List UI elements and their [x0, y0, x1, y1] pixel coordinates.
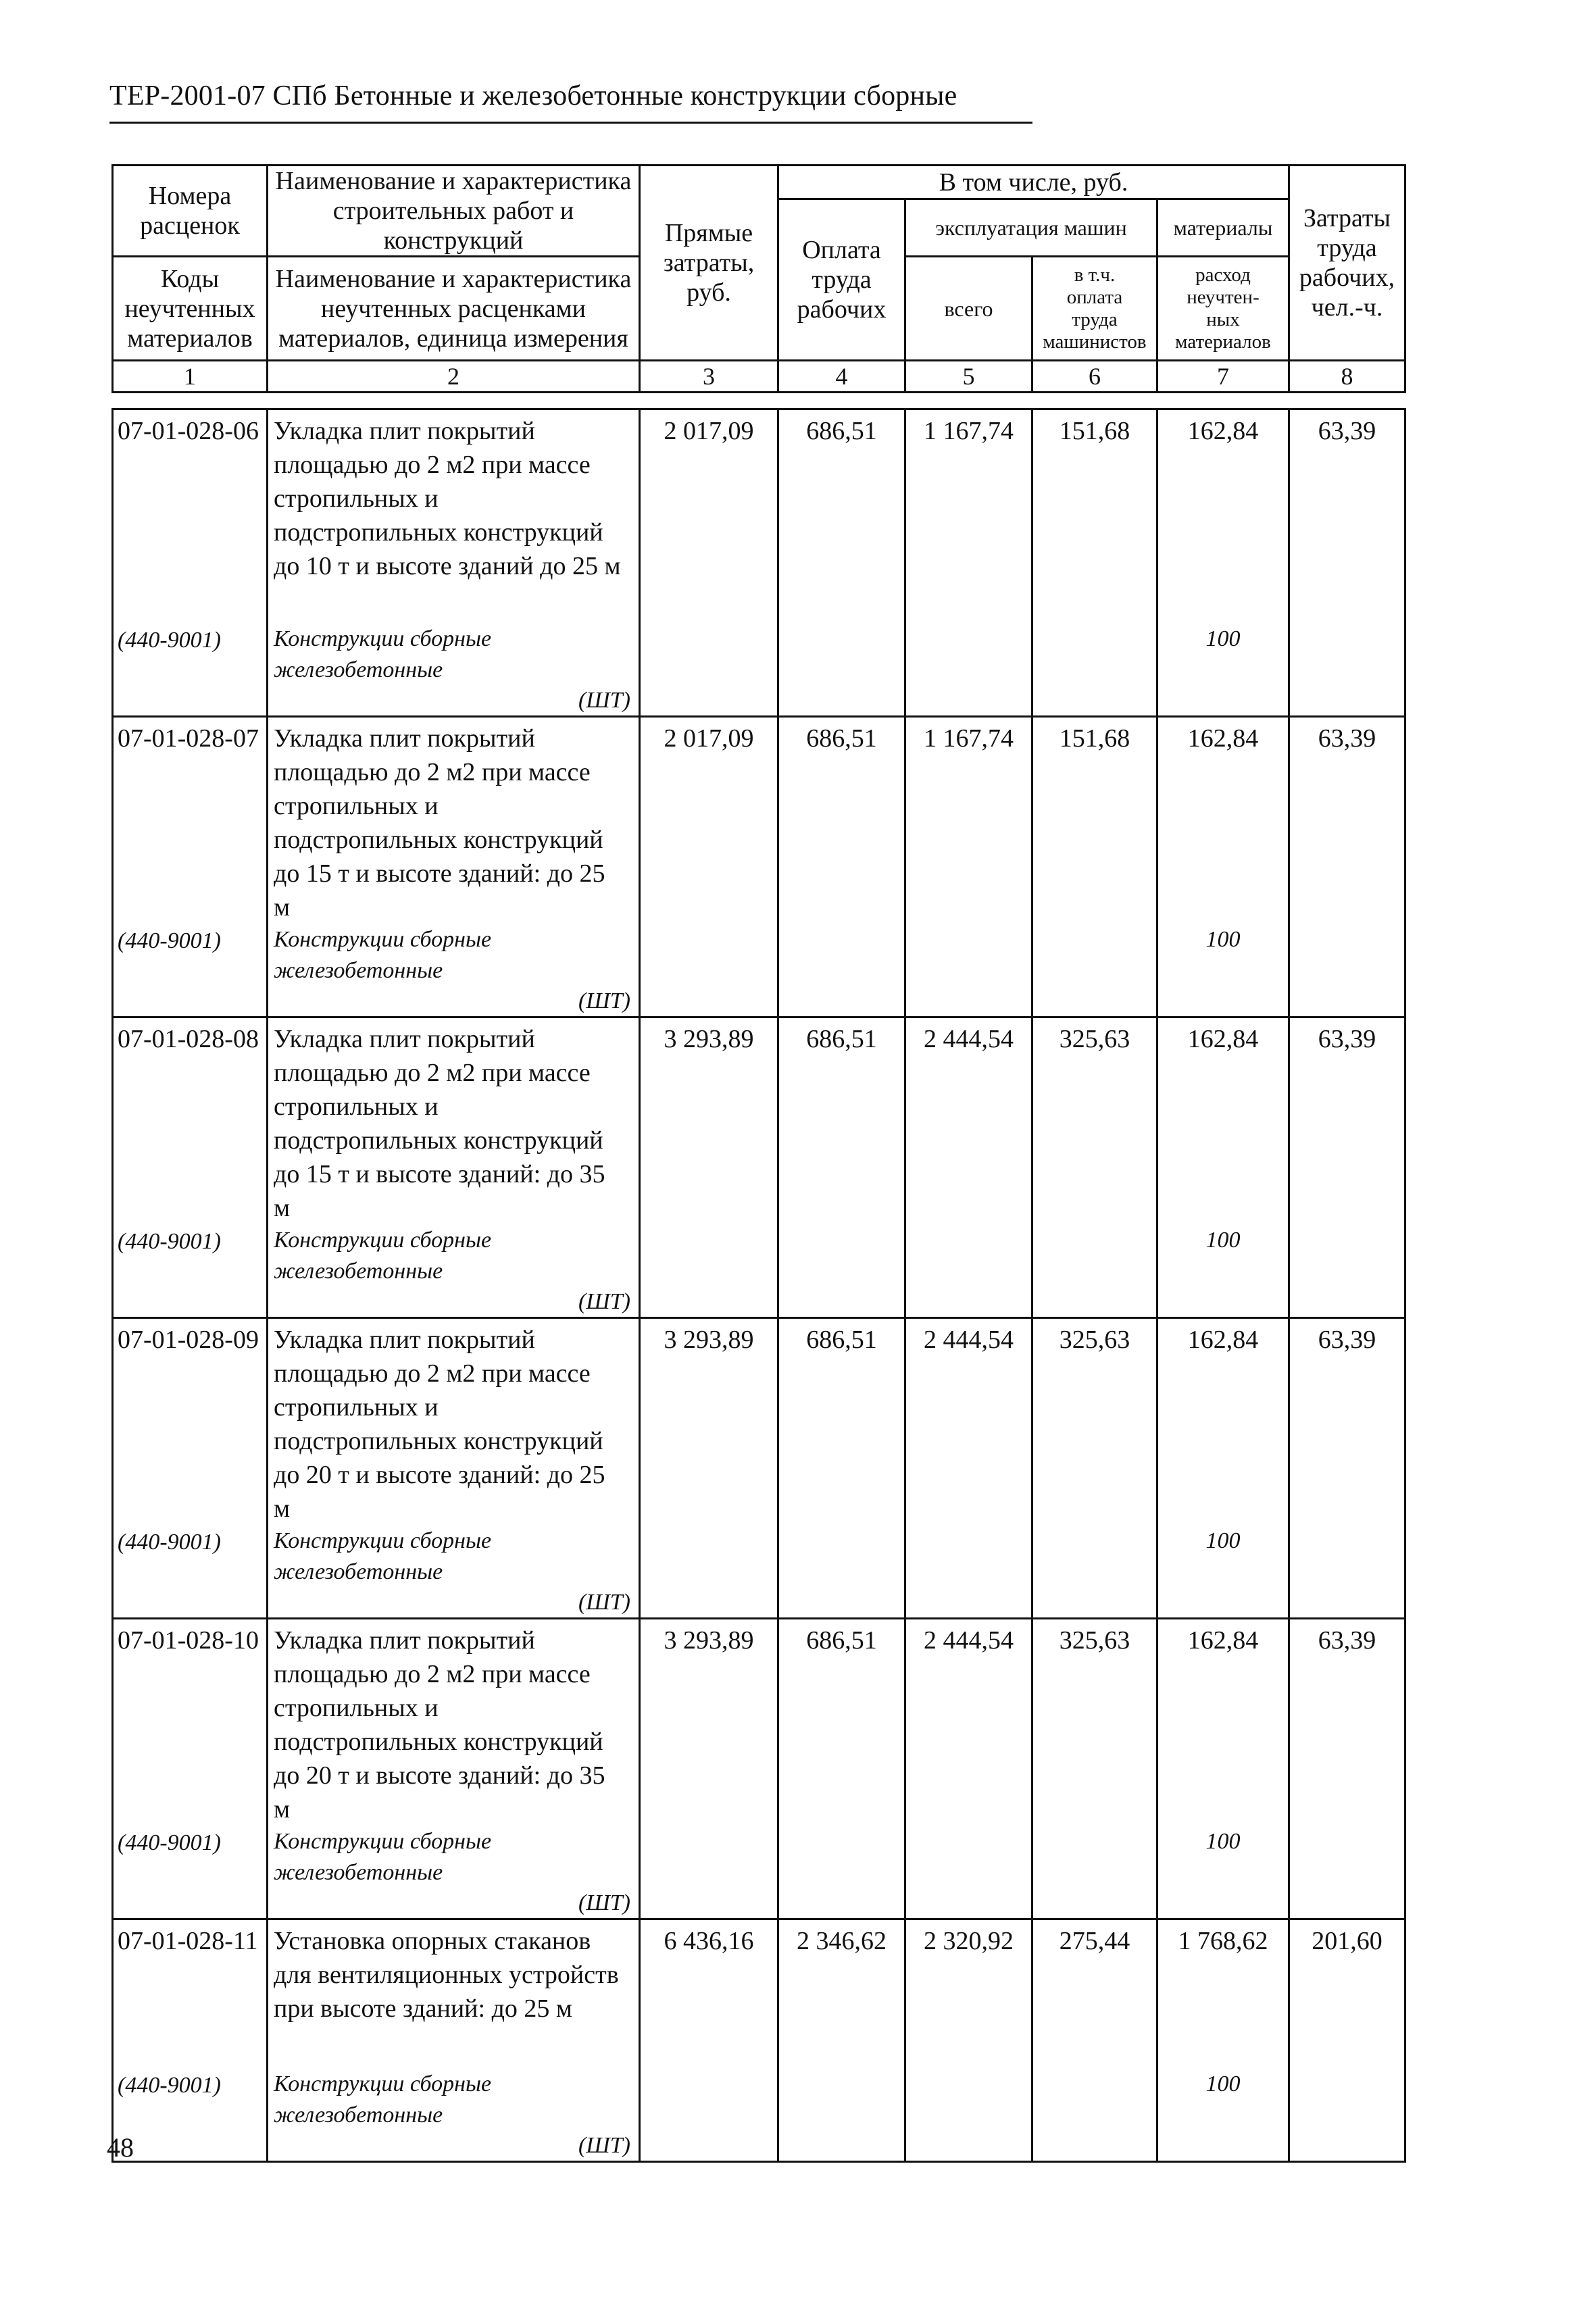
material-unit: (ШТ)	[578, 688, 630, 713]
machinists-wages: 325,63	[1032, 1318, 1157, 1619]
machines-total: 2 320,92	[905, 1919, 1032, 2162]
work-desc-line: площадью до 2 м2 при массе	[274, 758, 591, 786]
work-desc-line: стропильных и	[274, 1092, 439, 1121]
material-unit: (ШТ)	[578, 1289, 630, 1314]
material-unit: (ШТ)	[578, 1590, 630, 1615]
labor-hours: 63,39	[1289, 717, 1405, 1017]
machinists-wages: 275,44	[1032, 1919, 1157, 2162]
rate-code: 07-01-028-08	[118, 1025, 259, 1053]
direct-costs: 6 436,16	[640, 1919, 778, 2162]
rate-code-cell	[113, 1318, 268, 1619]
work-desc-line: Укладка плит покрытий	[274, 724, 535, 753]
material-code: (440-9001)	[118, 1830, 221, 1855]
material-qty: 100	[1205, 927, 1241, 952]
rates-table	[111, 408, 1406, 2163]
work-desc-line: до 15 т и высоте зданий: до 25	[274, 859, 605, 888]
labor-hours: 63,39	[1289, 409, 1405, 717]
hdr-num-2: 2	[268, 361, 640, 393]
labor-hours: 63,39	[1289, 1017, 1405, 1318]
table-row	[113, 1318, 1405, 1619]
hdr-col7: расход неучтен- ных материалов	[1157, 257, 1289, 361]
direct-costs: 3 293,89	[640, 1318, 778, 1619]
labor-wages: 686,51	[778, 717, 905, 1017]
work-desc-line: Укладка плит покрытий	[274, 417, 535, 445]
rate-code: 07-01-028-11	[118, 1927, 258, 1955]
labor-wages: 686,51	[778, 1318, 905, 1619]
material-code: (440-9001)	[118, 2073, 221, 2098]
rate-code: 07-01-028-10	[118, 1626, 259, 1655]
direct-costs: 3 293,89	[640, 1619, 778, 1919]
material-code: (440-9001)	[118, 1530, 221, 1555]
work-desc-line: площадью до 2 м2 при массе	[274, 1359, 591, 1388]
materials-cell	[1157, 409, 1289, 717]
work-desc-line: подстропильных конструкций	[274, 1728, 603, 1756]
material-code: (440-9001)	[118, 1229, 221, 1254]
material-name-line: железобетонные	[274, 1259, 443, 1284]
work-desc-line: Установка опорных стаканов	[274, 1927, 591, 1955]
machines-total: 1 167,74	[905, 409, 1032, 717]
machines-total: 2 444,54	[905, 1017, 1032, 1318]
material-qty: 100	[1205, 1829, 1241, 1854]
machines-total: 2 444,54	[905, 1619, 1032, 1919]
page-number: 48	[107, 2132, 134, 2163]
labor-hours: 201,60	[1289, 1919, 1405, 2162]
work-desc-line: м	[274, 1194, 291, 1222]
material-name-line: Конструкции сборные	[274, 626, 492, 651]
hdr-num-5: 5	[905, 361, 1032, 393]
rate-code: 07-01-028-07	[118, 724, 259, 753]
work-description-cell	[268, 1318, 640, 1619]
materials-cost: 162,84	[1187, 417, 1259, 445]
labor-hours: 63,39	[1289, 1619, 1405, 1919]
material-name-line: железобетонные	[274, 657, 443, 682]
rate-code-cell	[113, 1619, 268, 1919]
labor-wages: 686,51	[778, 1619, 905, 1919]
material-qty: 100	[1205, 2071, 1241, 2096]
material-name-line: Конструкции сборные	[274, 2071, 492, 2096]
direct-costs: 2 017,09	[640, 717, 778, 1017]
hdr-col8: Затраты труда рабочих, чел.-ч.	[1289, 166, 1405, 361]
work-desc-line: площадью до 2 м2 при массе	[274, 1059, 591, 1087]
materials-cell	[1157, 717, 1289, 1017]
labor-wages: 2 346,62	[778, 1919, 905, 2162]
work-desc-line: Укладка плит покрытий	[274, 1326, 535, 1354]
rate-code: 07-01-028-06	[118, 417, 259, 445]
work-desc-line: м	[274, 1494, 291, 1523]
hdr-col6: в т.ч. оплата труда машинистов	[1032, 257, 1157, 361]
machinists-wages: 325,63	[1032, 1017, 1157, 1318]
work-desc-line: Укладка плит покрытий	[274, 1626, 535, 1655]
table-row	[113, 1017, 1405, 1318]
work-description-cell	[268, 409, 640, 717]
table-row	[113, 1619, 1405, 1919]
material-name-line: Конструкции сборные	[274, 1228, 492, 1253]
table-header	[111, 164, 1406, 393]
materials-cost: 1 768,62	[1178, 1927, 1268, 1955]
page-title: ТЕР-2001-07 СПб Бетонные и железобетонные конструкции сборные	[109, 80, 957, 111]
rate-code-cell	[113, 717, 268, 1017]
materials-cost: 162,84	[1187, 1025, 1259, 1053]
table-row	[113, 1919, 1405, 2162]
rate-code-cell	[113, 1017, 268, 1318]
hdr-col3: Прямые затраты, руб.	[640, 166, 778, 361]
labor-wages: 686,51	[778, 409, 905, 717]
rate-code: 07-01-028-09	[118, 1326, 259, 1354]
table-row	[113, 409, 1405, 717]
hdr-num-3: 3	[640, 361, 778, 393]
work-desc-line: м	[274, 1795, 291, 1823]
rate-code-cell	[113, 409, 268, 717]
material-qty: 100	[1205, 626, 1241, 651]
header-rule	[109, 122, 1032, 124]
rate-code-cell	[113, 1919, 268, 2162]
hdr-col2-top: Наименование и характеристика строительных работ и конструкций	[268, 166, 640, 257]
labor-hours: 63,39	[1289, 1318, 1405, 1619]
material-name-line: Конструкции сборные	[274, 1829, 492, 1854]
work-desc-line: м	[274, 893, 291, 922]
materials-cost: 162,84	[1187, 1326, 1259, 1354]
hdr-machines: эксплуатация машин	[905, 199, 1157, 257]
material-name-line: железобетонные	[274, 1559, 443, 1584]
materials-cost: 162,84	[1187, 724, 1259, 753]
work-desc-line: стропильных и	[274, 484, 439, 513]
materials-cost: 162,84	[1187, 1626, 1259, 1655]
materials-cell	[1157, 1318, 1289, 1619]
labor-wages: 686,51	[778, 1017, 905, 1318]
material-name-line: железобетонные	[274, 958, 443, 983]
work-desc-line: до 20 т и высоте зданий: до 25	[274, 1461, 605, 1489]
machines-total: 2 444,54	[905, 1318, 1032, 1619]
machinists-wages: 325,63	[1032, 1619, 1157, 1919]
hdr-col5: всего	[905, 257, 1032, 361]
material-code: (440-9001)	[118, 628, 221, 653]
material-unit: (ШТ)	[578, 1890, 630, 1915]
material-name-line: Конструкции сборные	[274, 1528, 492, 1553]
hdr-col4: Оплата труда рабочих	[778, 199, 905, 361]
materials-cell	[1157, 1919, 1289, 2162]
hdr-in-that-number: В том числе, руб.	[778, 166, 1289, 199]
work-desc-line: площадью до 2 м2 при массе	[274, 451, 591, 479]
material-code: (440-9001)	[118, 928, 221, 953]
material-unit: (ШТ)	[578, 2133, 630, 2158]
hdr-col1-top: Номера расценок	[113, 166, 268, 257]
table-row	[113, 717, 1405, 1017]
material-name-line: железобетонные	[274, 1860, 443, 1885]
direct-costs: 3 293,89	[640, 1017, 778, 1318]
material-unit: (ШТ)	[578, 988, 630, 1013]
hdr-num-1: 1	[113, 361, 268, 393]
work-desc-line: подстропильных конструкций	[274, 1126, 603, 1155]
work-description-cell	[268, 1619, 640, 1919]
machines-total: 1 167,74	[905, 717, 1032, 1017]
work-desc-line: площадью до 2 м2 при массе	[274, 1660, 591, 1688]
work-desc-line: подстропильных конструкций	[274, 518, 603, 547]
work-desc-line: Укладка плит покрытий	[274, 1025, 535, 1053]
work-desc-line: для вентиляционных устройств	[274, 1961, 619, 1989]
material-qty: 100	[1205, 1528, 1241, 1553]
hdr-col1-bottom: Коды неучтенных материалов	[113, 257, 268, 361]
work-desc-line: стропильных и	[274, 1393, 439, 1422]
work-desc-line: до 10 т и высоте зданий до 25 м	[274, 552, 621, 580]
material-qty: 100	[1205, 1228, 1241, 1253]
work-desc-line: до 15 т и высоте зданий: до 35	[274, 1160, 605, 1188]
work-desc-line: стропильных и	[274, 1694, 439, 1722]
material-name-line: железобетонные	[274, 2103, 443, 2128]
machinists-wages: 151,68	[1032, 409, 1157, 717]
work-description-cell	[268, 1017, 640, 1318]
hdr-num-8: 8	[1289, 361, 1405, 393]
work-desc-line: подстропильных конструкций	[274, 1427, 603, 1455]
work-desc-line: при высоте зданий: до 25 м	[274, 1994, 572, 2023]
hdr-num-4: 4	[778, 361, 905, 393]
hdr-materials: материалы	[1157, 199, 1289, 257]
materials-cell	[1157, 1619, 1289, 1919]
work-desc-line: до 20 т и высоте зданий: до 35	[274, 1761, 605, 1790]
work-description-cell	[268, 717, 640, 1017]
machinists-wages: 151,68	[1032, 717, 1157, 1017]
hdr-num-6: 6	[1032, 361, 1157, 393]
direct-costs: 2 017,09	[640, 409, 778, 717]
hdr-col2-bottom: Наименование и характеристика неучтенных расценками материалов, единица измерения	[268, 257, 640, 361]
work-description-cell	[268, 1919, 640, 2162]
material-name-line: Конструкции сборные	[274, 927, 492, 952]
materials-cell	[1157, 1017, 1289, 1318]
work-desc-line: подстропильных конструкций	[274, 826, 603, 854]
work-desc-line: стропильных и	[274, 792, 439, 820]
hdr-num-7: 7	[1157, 361, 1289, 393]
